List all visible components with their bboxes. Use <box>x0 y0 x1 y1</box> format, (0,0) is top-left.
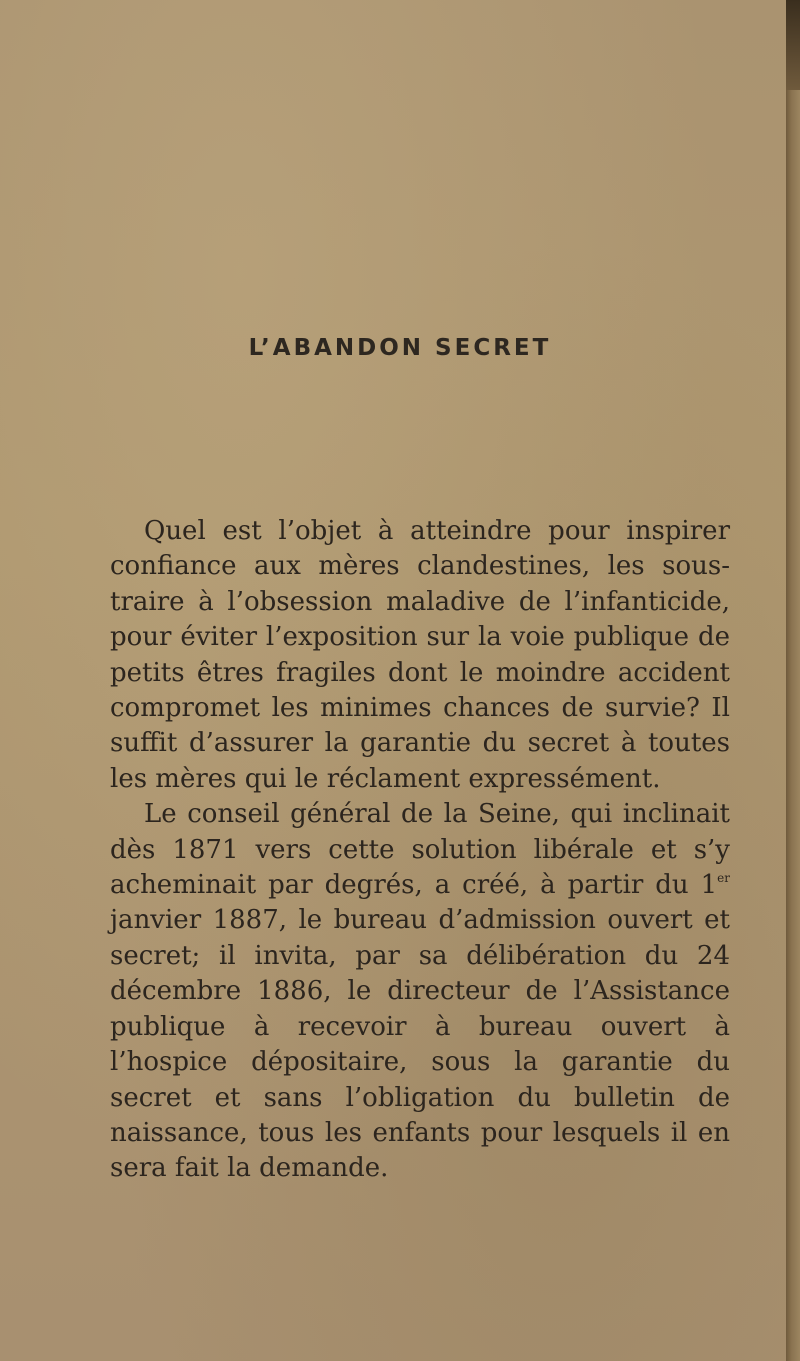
ordinal-superscript: er <box>717 871 730 886</box>
paragraph-2 <box>110 797 730 1186</box>
paragraph-1: Quel est l’objet à atteindre pour inspirer confiance aux mères clandestines, les sous-traire à l’obsession maladive de l’infanticide, pour éviter l’exposition sur la voie publique de petits êtres fragiles dont le moindre accident compromet les minimes chances de survie? Il suffit d’assurer la garantie du secret à toutes les mères qui le réclament expressément. <box>110 516 730 794</box>
paragraph-2-start: Le conseil général de la Seine, qui inclinait dès 1871 vers cette solution libérale et s’y acheminait par degrés, a créé, à partir du 1 <box>110 799 730 901</box>
chapter-title: L’ABANDON SECRET <box>248 335 552 361</box>
paragraph-2-end: janvier 1887, le bureau d’admission ouvert et secret; il invita, par sa délibération du 24 décembre 1886, le directeur de l’Assistance publique à recevoir à bureau ouvert à l’hospice dépositaire, sous la garantie du secret et sans l’obligation du bulletin de naissance, tous les enfants pour lesquels il en sera fait la demande. <box>110 905 730 1184</box>
page-edge-shadow <box>786 0 800 90</box>
body-text <box>110 514 730 1187</box>
page-edge <box>786 0 800 1361</box>
